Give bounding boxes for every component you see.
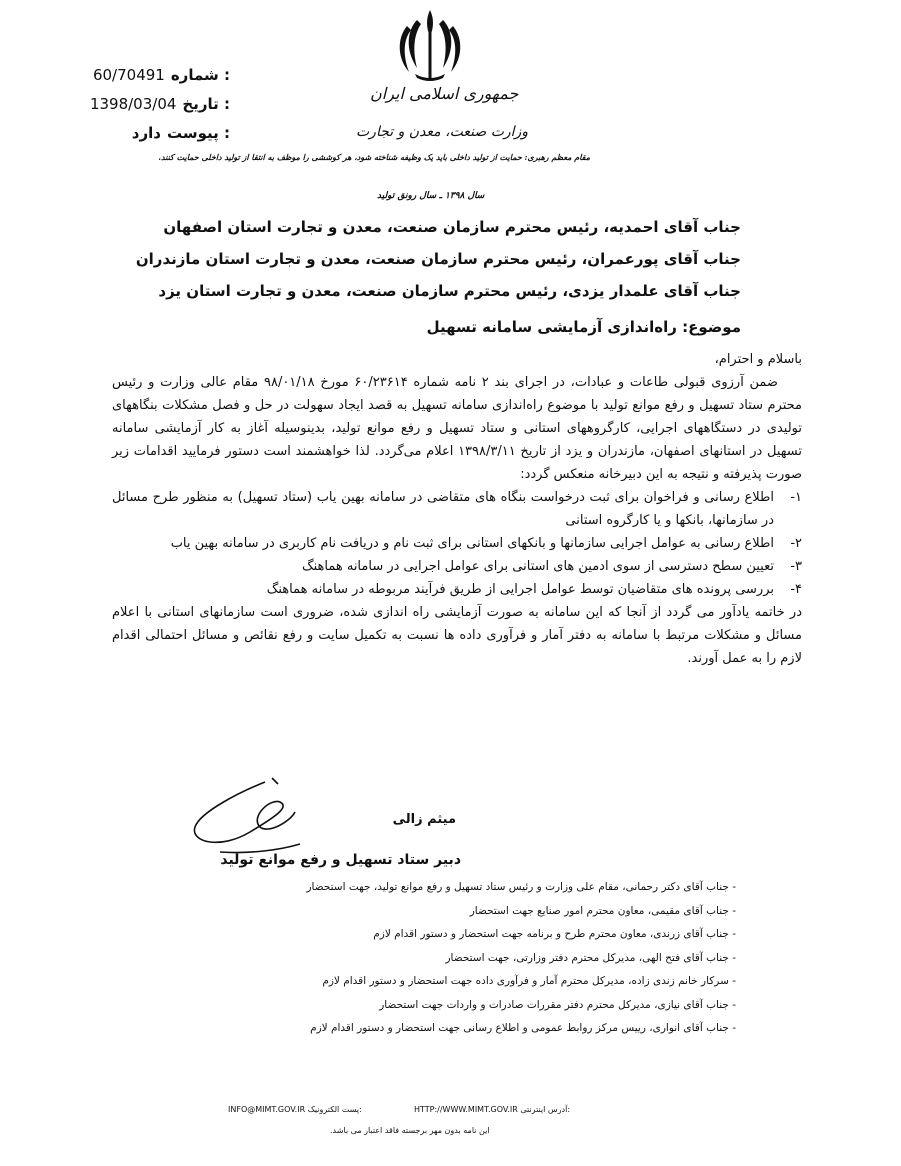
cc-item: - سرکار خانم زندی زاده، مدیرکل محترم آمار و فرآوری داده جهت استحضار و دستور اقدام لازم — [322, 975, 736, 987]
list-item-number: ۳- — [790, 559, 802, 574]
letter-date-label: تاریخ : — [182, 95, 230, 113]
year-slogan: سال ۱۳۹۸ ـ سال رونق تولید — [377, 191, 485, 201]
subject-line: موضوع: راه‌اندازی آزمایشی سامانه تسهیل — [426, 318, 741, 336]
signatory-name: میثم زالی — [392, 812, 456, 827]
cc-list — [176, 876, 736, 1041]
footer-validity-note: این نامه بدون مهر برجسته فاقد اعتبار می باشد. — [330, 1126, 490, 1135]
letter-body — [112, 348, 802, 670]
cc-item: - جناب آقای مقیمی، معاون محترم امور صنایع جهت استحضار — [469, 904, 736, 917]
list-item-number: ۱- — [790, 490, 802, 505]
cc-item: - جناب آقای انواری، رییس مرکز روابط عمومی و اطلاع رسانی جهت استحضار و دستور اقدام لازم — [310, 1022, 736, 1034]
list-item-number: ۴- — [790, 582, 802, 597]
footer-website — [414, 1105, 570, 1114]
addressee-1: جناب آقای احمدیه، رئیس محترم سازمان صنعت، معدن و تجارت استان اصفهان — [163, 218, 741, 236]
list-item-number: ۲- — [790, 536, 802, 551]
list-item — [112, 555, 802, 578]
signatory-title: دبیر ستاد تسهیل و رفع موانع تولید — [220, 852, 461, 868]
footer-website-label: آدرس اینترنتی: — [520, 1105, 571, 1114]
list-item — [112, 532, 802, 555]
cc-item: - جناب آقای دکتر رحمانی، مقام علی وزارت و رئیس ستاد تسهیل و رفع موانع تولید، جهت استحضار — [306, 881, 736, 893]
list-item-text: تعیین سطح دسترسی از سوی ادمین های استانی برای عوامل اجرایی در سامانه هماهنگ — [301, 559, 774, 574]
addressee-2: جناب آقای پورعمران، رئیس محترم سازمان صنعت، معدن و تجارت استان مازندران — [135, 250, 741, 268]
letter-number: 60/70491 — [92, 66, 165, 84]
list-item — [112, 486, 802, 532]
list-item-text: اطلاع رسانی به عوامل اجرایی سازمانها و بانکهای استانی برای ثبت نام و دریافت نام کاربری در سامانه بهین یاب — [170, 536, 774, 551]
closing-paragraph: در خاتمه یادآور می گردد از آنجا که این سامانه به صورت آزمایشی راه اندازی شده، ضروری است سازمانهای استانی با اعلام مسائل و مشکلات مرتبط با سامانه به دفتر آمار و فرآوری داده ها نسبت به تکمیل سایت و رفع نقائص و مسائل احتمالی اقدام لازم را به عمل آورند. — [112, 605, 802, 666]
footer-email — [228, 1105, 362, 1114]
footer-email-label: پست الکترونیک: — [307, 1105, 362, 1114]
cc-item: - جناب آقای زرندی، معاون محترم طرح و برنامه جهت استحضار و دستور اقدام لازم — [373, 928, 736, 940]
handwritten-signature-icon — [180, 772, 310, 862]
letter-number-label: شماره : — [170, 66, 230, 84]
ministry-title: وزارت صنعت، معدن و تجارت — [356, 124, 529, 140]
cc-item: - جناب آقای نیازی، مدیرکل محترم دفتر مقررات صادرات و واردات جهت استحضار — [379, 998, 736, 1011]
addressee-3: جناب آقای علمدار یزدی، رئیس محترم سازمان صنعت، معدن و تجارت استان یزد — [158, 282, 741, 300]
greeting: باسلام و احترام، — [714, 352, 802, 367]
main-paragraph: ضمن آرزوی قبولی طاعات و عبادات، در اجرای بند ۲ نامه شماره ۶۰/۲۳۶۱۴ مورخ ۹۸/۰۱/۱۸ مقام عالی وزارت و رئیس محترم ستاد تسهیل و رفع موانع تولید با موضوع راه‌اندازی سامانه تسهیل به قصد ایجاد سهولت در حل و فصل مشکلات بنگاههای تولیدی در دستگاههای اجرایی، کارگروههای استانی و ستاد تسهیل و رفع موانع تولید، بدینوسیله آغاز به کار آزمایشی سامانه تسهیل در استانهای اصفهان، مازندران و یزد از تاریخ ۱۳۹۸/۳/۱۱ اعلام می‌گردد. لذا خواهشمند است دستور فرمایید اقدامات زیر صورت پذیرفته و نتیجه به این دبیرخانه منعکس گردد: — [112, 375, 802, 482]
attachment-value: دارد — [131, 124, 161, 142]
iran-emblem-icon — [395, 6, 465, 84]
letter-date: 1398/03/04 — [89, 95, 177, 113]
attachment-label: پیوست : — [166, 124, 230, 142]
list-item — [112, 578, 802, 601]
footer-email-value: INFO@MIMT.GOV.IR — [228, 1105, 306, 1114]
footer-website-value: HTTP://WWW.MIMT.GOV.IR — [414, 1105, 518, 1114]
list-item-text: اطلاع رسانی و فراخوان برای ثبت درخواست بنگاه های متقاضی در سامانه بهین یاب (ستاد تسهیل) به منظور طرح مسائل در سازمانها، بانکها و یا کارگروه استانی — [112, 490, 774, 528]
republic-title: جمهوری اسلامی ایران — [370, 84, 519, 103]
leader-motto: مقام معظم رهبری: حمایت از تولید داخلی باید یک وظیفه شناخته شود، هر کوششی را موظف به انتقا از تولید داخلی حمایت کنند. — [158, 152, 590, 162]
cc-item: - جناب آقای فتح الهی، مدیرکل محترم دفتر وزارتی، جهت استحضار — [445, 951, 736, 964]
letter-meta — [70, 66, 230, 153]
list-item-text: بررسی پرونده های متقاضیان توسط عوامل اجرایی از طریق فرآیند مربوطه در سامانه هماهنگ — [266, 582, 774, 597]
